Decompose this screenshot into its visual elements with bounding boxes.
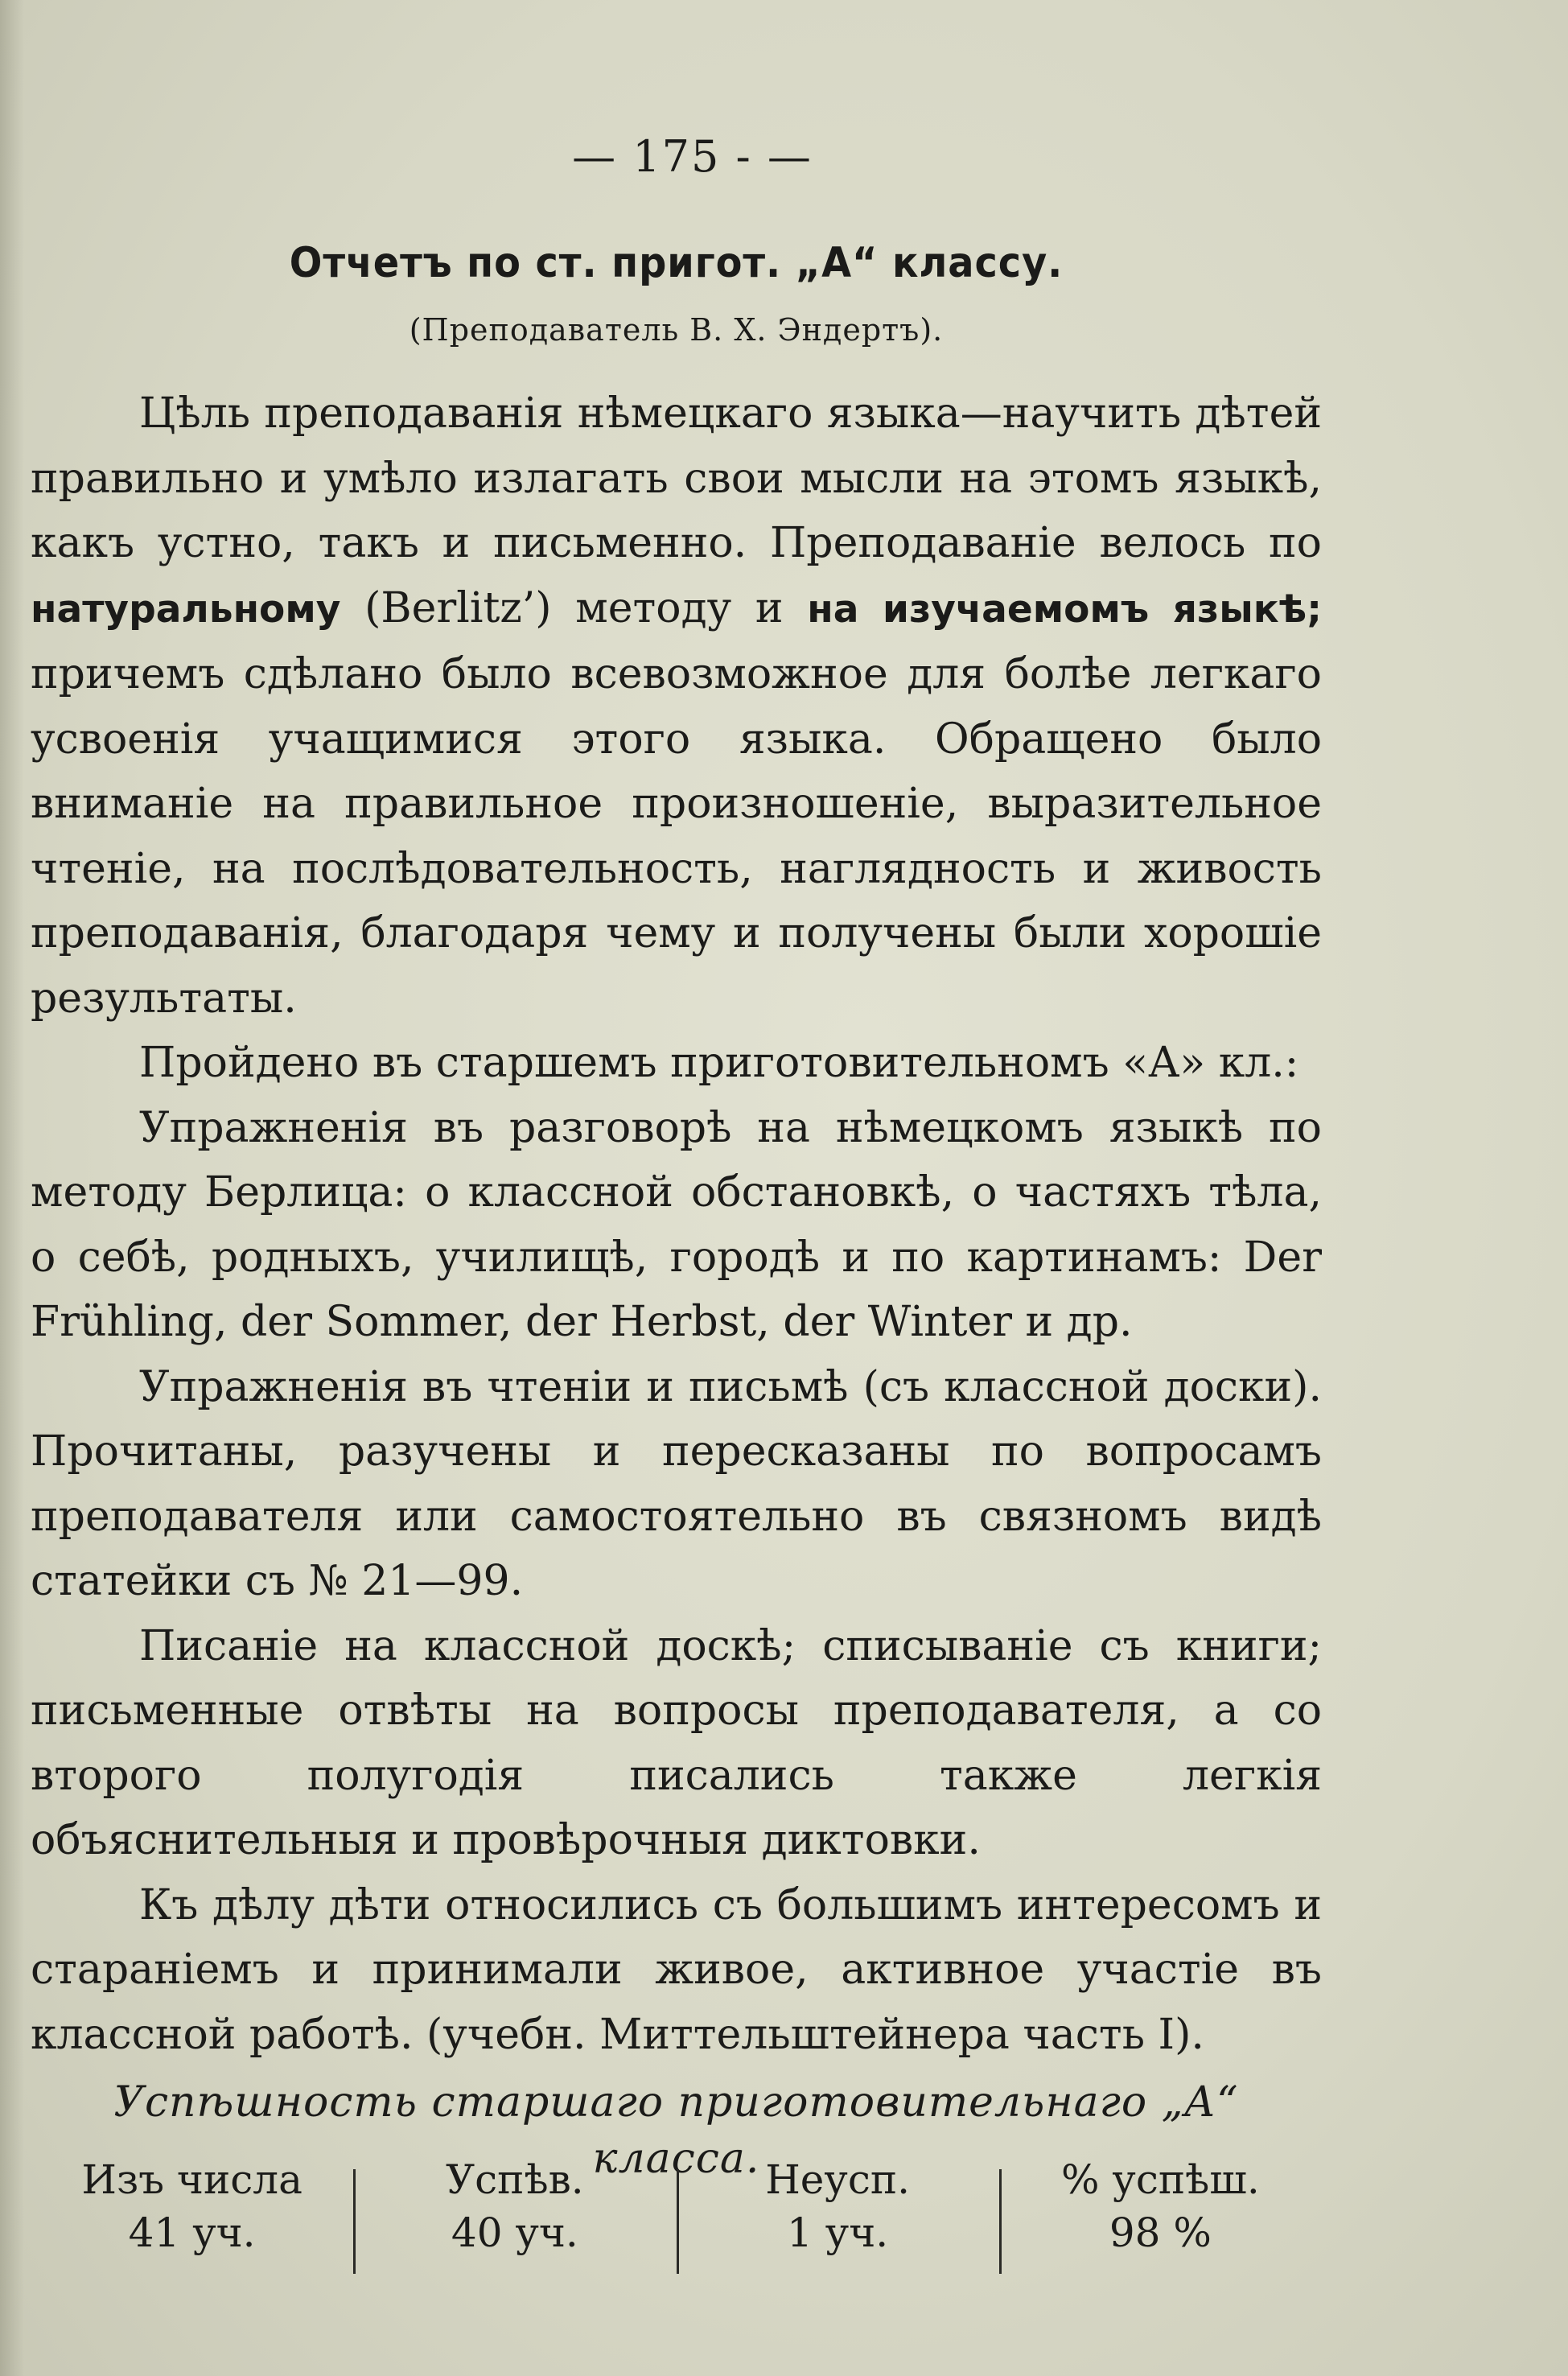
paragraph-writing: Писаніе на классной доскѣ; списываніе съ книги; письменные отвѣты на вопросы преподавателя, а со второго полугодія писались также легкія объяснительныя и провѣрочныя диктовки. [31, 1621, 1322, 1864]
results-value-passed: 40 уч. [451, 2209, 578, 2256]
results-value-percent: 98 % [1109, 2209, 1212, 2256]
paragraph-goal-text-1: Цѣль преподаванія нѣмецкаго языка—научить дѣтей правильно и умѣло излагать свои мысли на этомъ языкѣ, какъ устно, такъ и письменно. Преподаваніе велось по [31, 389, 1322, 567]
report-subtitle: (Преподаватель В. Х. Эндертъ). [409, 312, 944, 348]
bold-term-target-language: на изучаемомъ языкѣ; [807, 587, 1322, 632]
results-cell-total [31, 2153, 353, 2282]
results-cell-failed [677, 2153, 999, 2282]
results-table [31, 2153, 1322, 2282]
page-gutter-shadow [0, 0, 24, 2376]
results-value-failed: 1 уч. [787, 2209, 889, 2256]
paragraph-goal-text-3: причемъ сдѣлано было всевозможное для болѣе легкаго усвоенія учащимися этого языка. Обращено было вниманіе на правильное произношеніе, выразительное чтеніе, на послѣдовательность, наглядность и живость преподаванія, благодаря чему и получены были хорошіе результаты. [31, 650, 1322, 1023]
paragraph-reading: Упражненія въ чтеніи и письмѣ (съ классной доски). Прочитаны, разучены и пересказаны по вопросамъ преподавателя или самостоятельно въ связномъ видѣ статейки съ № 21—99. [31, 1362, 1322, 1605]
page-content [31, 129, 1322, 2067]
results-label-percent: % успѣш. [1061, 2156, 1260, 2203]
paragraph-goal [31, 381, 1322, 1031]
results-caption: Успѣшность старшаго приготовительнаго „А“ класса. [113, 2078, 1239, 2183]
results-value-total: 41 уч. [128, 2209, 256, 2256]
results-label-failed: Неусп. [765, 2156, 911, 2203]
report-body [31, 381, 1322, 2067]
paragraph-attitude: Къ дѣлу дѣти относились съ большимъ интересомъ и стараніемъ и принимали живое, активное участіе въ классной работѣ. (учебн. Миттельштейнера часть I). [31, 1880, 1322, 2059]
results-label-passed: Успѣв. [446, 2156, 584, 2203]
results-cell-passed [353, 2153, 676, 2282]
page-number: — 175 - — [572, 131, 813, 182]
paragraph-goal-text-2: (Berlitz’) методу и [340, 583, 808, 632]
paragraph-conversation: Упражненія въ разговорѣ на нѣмецкомъ языкѣ по методу Берлица: о классной обстановкѣ, о частяхъ тѣла, о себѣ, родныхъ, училищѣ, городѣ и по картинамъ: Der Frühling, der Sommer, der Herbst, der Winter и др. [31, 1103, 1322, 1346]
bold-term-natural-method: натуральному [31, 587, 341, 632]
paragraph-covered: Пройдено въ старшемъ приготовительномъ «А» кл.: [139, 1039, 1299, 1087]
results-cell-percent [999, 2153, 1322, 2282]
report-title: Отчетъ по ст. пригот. „А“ классу. [289, 239, 1064, 287]
results-label-total: Изъ числа [81, 2156, 302, 2203]
